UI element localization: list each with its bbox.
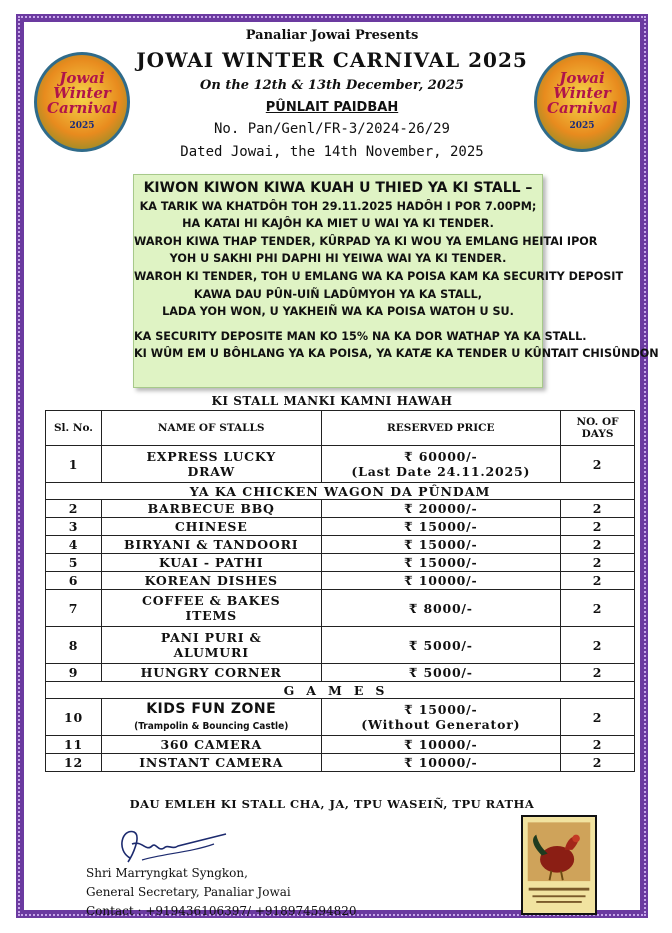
notice-page bbox=[16, 14, 659, 918]
cell-price bbox=[321, 446, 561, 483]
cell-days: 2 bbox=[561, 536, 635, 554]
cell-days: 2 bbox=[561, 554, 635, 572]
cell-price: ₹ 15000/- bbox=[321, 518, 561, 536]
reference-number: No. Pan/Genl/FR-3/2024-26/29 bbox=[213, 121, 450, 137]
notice-line: LADA YOH WON, U YAKHEIÑ WA KA POISA WATOH U SU. bbox=[162, 305, 514, 319]
notice-line: KAWA DAU PÛN-UIÑ LADÛMYOH YA KA STALL, bbox=[193, 287, 483, 301]
name-note: (Trampolin & Bouncing Castle) bbox=[134, 720, 289, 732]
cell-sl: 4 bbox=[46, 536, 102, 554]
notice-line: KA SECURITY DEPOSITE MAN KO 15% NA KA DOR WATHAP YA KA STALL. bbox=[134, 329, 587, 343]
cell-days: 2 bbox=[561, 664, 635, 682]
cell-days: 2 bbox=[561, 754, 635, 772]
cell-price: ₹ 5000/- bbox=[321, 627, 561, 664]
cell-sl: 10 bbox=[46, 699, 102, 736]
cell-days: 2 bbox=[561, 736, 635, 754]
section-food: YA KA CHICKEN WAGON DA PÛNDAM bbox=[46, 483, 635, 500]
cell-sl: 1 bbox=[46, 446, 102, 483]
dated-line: Dated Jowai, the 14th November, 2025 bbox=[180, 144, 484, 160]
name-part: KIDS FUN ZONE bbox=[146, 700, 277, 717]
logo-line1: Jowai bbox=[559, 68, 605, 87]
signer-contact: Contact : +919436106397/ +918974594820 bbox=[86, 904, 357, 918]
cell-name: KUAI - PATHI bbox=[101, 554, 321, 572]
cell-days: 2 bbox=[561, 500, 635, 518]
cell-name bbox=[101, 446, 321, 483]
cell-days: 2 bbox=[561, 572, 635, 590]
cell-sl: 8 bbox=[46, 627, 102, 664]
cell-sl: 6 bbox=[46, 572, 102, 590]
cell-sl: 3 bbox=[46, 518, 102, 536]
logo-year: 2025 bbox=[69, 120, 95, 131]
price-note: (Last Date 24.11.2025) bbox=[351, 464, 531, 479]
notice-line: KIWON KIWON KIWA KUAH U THIED YA KI STALL – bbox=[143, 180, 533, 196]
name-part: DRAW bbox=[187, 464, 235, 479]
price-part: ₹ 60000/- bbox=[404, 449, 478, 464]
cell-name bbox=[101, 590, 321, 627]
cell-price: ₹ 15000/- bbox=[321, 554, 561, 572]
cell-sl: 9 bbox=[46, 664, 102, 682]
table-row bbox=[46, 536, 635, 554]
cell-name: 360 CAMERA bbox=[101, 736, 321, 754]
table-row bbox=[46, 500, 635, 518]
signer-name: Shri Marryngkat Syngkon, bbox=[86, 866, 248, 880]
signature-image bbox=[102, 822, 242, 868]
section-row bbox=[46, 483, 635, 500]
table-row bbox=[46, 699, 635, 736]
logo-line2: Winter bbox=[553, 83, 611, 102]
footer-note: DAU EMLEH KI STALL CHA, JA, TPU WASEIÑ, TPU RATHA bbox=[129, 797, 535, 811]
header-days: NO. OF DAYS bbox=[561, 411, 635, 446]
cell-sl: 12 bbox=[46, 754, 102, 772]
signer-role: General Secretary, Panaliar Jowai bbox=[86, 885, 291, 899]
name-part: EXPRESS LUCKY bbox=[146, 449, 276, 464]
cell-days: 2 bbox=[561, 699, 635, 736]
cell-sl: 5 bbox=[46, 554, 102, 572]
price-part: ₹ 15000/- bbox=[404, 702, 478, 717]
cell-price: ₹ 8000/- bbox=[321, 590, 561, 627]
cell-name: KOREAN DISHES bbox=[101, 572, 321, 590]
logo-line3: Carnival bbox=[547, 98, 618, 117]
event-dates: On the 12th & 13th December, 2025 bbox=[200, 78, 464, 93]
stalls-table bbox=[45, 410, 635, 772]
cell-price: ₹ 10000/- bbox=[321, 572, 561, 590]
logo-line3: Carnival bbox=[47, 98, 118, 117]
cell-price: ₹ 15000/- bbox=[321, 536, 561, 554]
cell-sl: 11 bbox=[46, 736, 102, 754]
table-row bbox=[46, 446, 635, 483]
cell-name: BARBECUE BBQ bbox=[101, 500, 321, 518]
cell-price: ₹ 20000/- bbox=[321, 500, 561, 518]
logo-year: 2025 bbox=[569, 120, 595, 131]
price-note: (Without Generator) bbox=[361, 717, 521, 732]
cell-name bbox=[101, 699, 321, 736]
table-row bbox=[46, 627, 635, 664]
logo-line1: Jowai bbox=[59, 68, 105, 87]
table-row bbox=[46, 572, 635, 590]
presenter-line: Panaliar Jowai Presents bbox=[245, 28, 419, 43]
cell-price bbox=[321, 699, 561, 736]
rooster-poster-image bbox=[521, 815, 597, 915]
table-row bbox=[46, 754, 635, 772]
cell-days: 2 bbox=[561, 446, 635, 483]
table-row bbox=[46, 664, 635, 682]
notice-line: WAROH KIWA THAP TENDER, KÛRPAD YA KI WOU YA EMLANG HEITAI IPOR bbox=[134, 234, 598, 248]
cell-name: HUNGRY CORNER bbox=[101, 664, 321, 682]
table-caption: KI STALL MANKI KAMNI HAWAH bbox=[211, 394, 453, 408]
table-row bbox=[46, 518, 635, 536]
notice-line: HA KATAI HI KAJÔH KA MIET U WAI YA KI TENDER. bbox=[182, 217, 494, 231]
cell-sl: 7 bbox=[46, 590, 102, 627]
cell-price: ₹ 5000/- bbox=[321, 664, 561, 682]
table-row bbox=[46, 590, 635, 627]
section-row bbox=[46, 682, 635, 699]
table-row bbox=[46, 554, 635, 572]
cell-price: ₹ 10000/- bbox=[321, 736, 561, 754]
cell-name: CHINESE bbox=[101, 518, 321, 536]
name-part: ITEMS bbox=[185, 608, 237, 623]
name-part: COFFEE & BAKES bbox=[141, 593, 281, 608]
header-name: NAME OF STALLS bbox=[101, 411, 321, 446]
cell-days: 2 bbox=[561, 518, 635, 536]
logo-line2: Winter bbox=[53, 83, 111, 102]
notice-line: KI WÛM EM U BÔHLANG YA KA POISA, YA KATÆ KA TENDER U KÛNTAIT CHISÛNDON bbox=[134, 347, 659, 361]
notice-box bbox=[133, 174, 659, 388]
table-row bbox=[46, 736, 635, 754]
cell-name bbox=[101, 627, 321, 664]
cell-days: 2 bbox=[561, 590, 635, 627]
cell-days: 2 bbox=[561, 627, 635, 664]
section-games: GAMES bbox=[46, 682, 635, 699]
cell-sl: 2 bbox=[46, 500, 102, 518]
notice-line: YOH U SAKHI PHI DAPHI HI YEIWA WAI YA KI TENDER. bbox=[169, 252, 507, 266]
signer-block bbox=[86, 864, 357, 921]
notice-title: PÛNLAIT PAIDBAH bbox=[265, 100, 399, 115]
header-price: RESERVED PRICE bbox=[321, 411, 561, 446]
name-part: PANI PURI & bbox=[160, 630, 262, 645]
header-sl: Sl. No. bbox=[46, 411, 102, 446]
page-title: JOWAI WINTER CARNIVAL 2025 bbox=[136, 48, 528, 72]
cell-name: BIRYANI & TANDOORI bbox=[101, 536, 321, 554]
notice-line: WAROH KI TENDER, TOH U EMLANG WA KA POISA KAM KA SECURITY DEPOSIT bbox=[134, 269, 624, 283]
table-header-row bbox=[46, 411, 635, 446]
cell-price: ₹ 10000/- bbox=[321, 754, 561, 772]
name-part: ALUMURI bbox=[173, 645, 249, 660]
notice-line: KA TARIK WA KHATDÔH TOH 29.11.2025 HADÔH I POR 7.00PM; bbox=[139, 199, 537, 213]
cell-name: INSTANT CAMERA bbox=[101, 754, 321, 772]
